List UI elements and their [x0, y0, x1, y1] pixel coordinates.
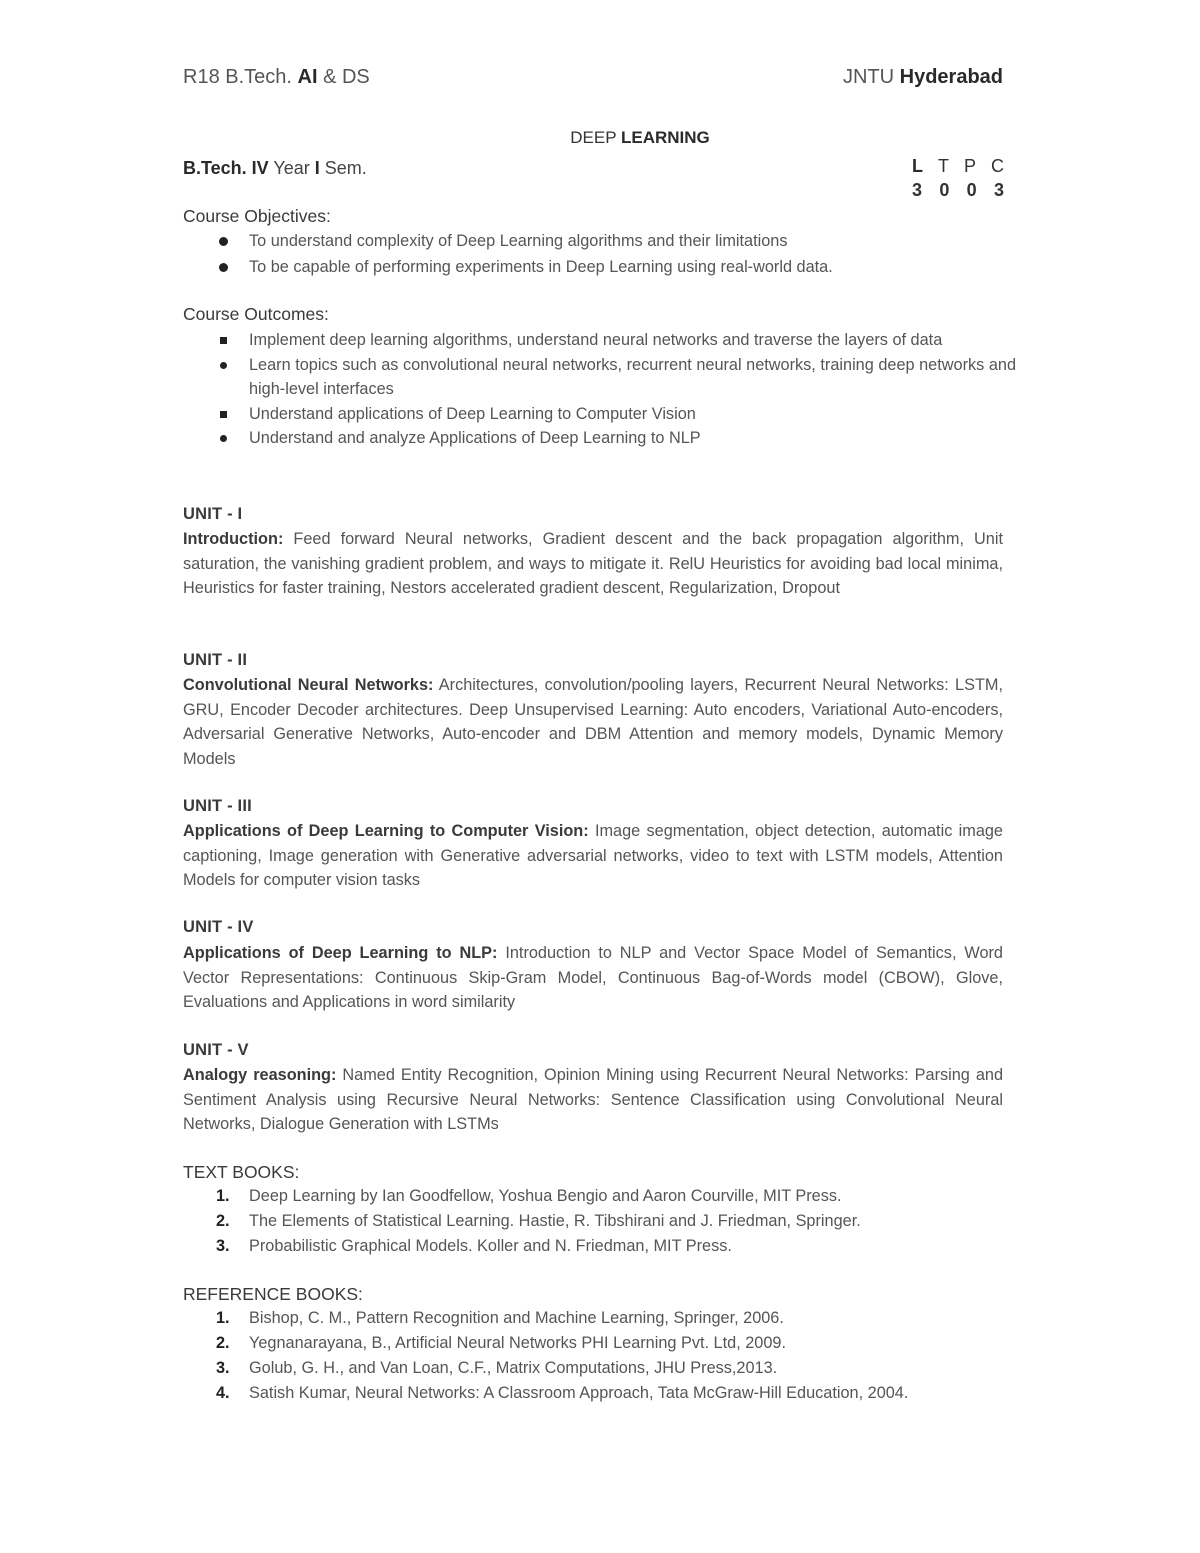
unit-3-text: Image segmentation, object detection, automatic image captioning, Image generation with Generative adversarial networks, video to text with LSTM models, Attention Models for computer vision tasks	[183, 822, 1003, 889]
objectives-heading: Course Objectives:	[183, 206, 331, 226]
list-number: 2.	[216, 1212, 230, 1230]
header-left-suffix: & DS	[317, 66, 370, 88]
bullet-icon	[220, 362, 227, 369]
list-number: 4.	[216, 1384, 230, 1402]
outcome-text: Understand and analyze Applications of Deep Learning to NLP	[249, 429, 701, 447]
outcomes-heading: Course Outcomes:	[183, 304, 329, 324]
unit-3-body	[183, 819, 1003, 893]
textbook-text: The Elements of Statistical Learning. Hastie, R. Tibshirani and J. Friedman, Springer.	[249, 1212, 861, 1230]
bullet-icon	[220, 435, 227, 442]
ltpc-value: 0	[966, 180, 977, 200]
objective-text: To be capable of performing experiments in Deep Learning using real-world data.	[249, 257, 833, 276]
ltpc-label: P	[963, 156, 976, 176]
unit-4-body	[183, 941, 1003, 1015]
textbook-text: Probabilistic Graphical Models. Koller and N. Friedman, MIT Press.	[249, 1237, 732, 1255]
list-item	[183, 328, 1016, 353]
outcome-text: Understand applications of Deep Learning to Computer Vision	[249, 404, 696, 423]
list-item	[183, 1306, 1023, 1331]
unit-4-lead: Applications of Deep Learning to NLP:	[183, 944, 498, 962]
reference-text: Bishop, C. M., Pattern Recognition and Machine Learning, Springer, 2006.	[249, 1309, 784, 1327]
sem-regular: Sem.	[319, 158, 367, 178]
course-title-a: DEEP	[570, 128, 621, 147]
header-right-prefix: JNTU	[842, 66, 900, 88]
unit-5-body	[183, 1063, 1003, 1137]
objectives-list	[183, 229, 1016, 280]
header-left-bold: AI	[297, 66, 318, 88]
ltpc-block	[912, 156, 1004, 204]
unit-1-lead: Introduction:	[183, 530, 284, 548]
outcome-text: Implement deep learning algorithms, understand neural networks and traverse the layers of data	[249, 331, 943, 349]
unit-4-text: Introduction to NLP and Vector Space Model of Semantics, Word Vector Representations: Continuous Skip-Gram Model, Continuous Bag-of-Words model (CBOW), Glove, Evaluations and Applications in word similarity	[183, 944, 1003, 1011]
textbooks-list	[183, 1184, 1023, 1259]
reference-text: Satish Kumar, Neural Networks: A Classroom Approach, Tata McGraw-Hill Education, 2004.	[249, 1384, 909, 1402]
textbook-text: Deep Learning by Ian Goodfellow, Yoshua Bengio and Aaron Courville, MIT Press.	[249, 1187, 842, 1205]
list-item	[183, 255, 1016, 280]
objective-text: To understand complexity of Deep Learning algorithms and their limitations	[249, 232, 788, 250]
list-number: 3.	[216, 1237, 230, 1255]
unit-3-lead: Applications of Deep Learning to Computer Vision:	[183, 822, 589, 840]
year-semester	[183, 158, 367, 179]
references-list	[183, 1306, 1023, 1406]
ltpc-label: C	[990, 156, 1004, 176]
unit-3-heading: UNIT - III	[183, 797, 252, 815]
course-title	[0, 128, 1200, 148]
ltpc-value: 0	[939, 180, 950, 200]
list-number: 3.	[216, 1359, 230, 1377]
unit-1-heading: UNIT - I	[183, 505, 243, 523]
header-left-prefix: R18 B.Tech.	[183, 66, 298, 88]
unit-1-body	[183, 527, 1003, 601]
ltpc-labels	[912, 156, 1004, 180]
sem-bold: I	[314, 158, 320, 178]
year-regular: Year	[268, 158, 315, 178]
list-number: 1.	[216, 1187, 230, 1205]
unit-4-heading: UNIT - IV	[183, 918, 254, 936]
header-right-bold: Hyderabad	[899, 66, 1003, 88]
list-item	[183, 1234, 1023, 1259]
reference-text: Yegnanarayana, B., Artificial Neural Networks PHI Learning Pvt. Ltd, 2009.	[249, 1334, 786, 1352]
unit-2-body	[183, 673, 1003, 771]
unit-5-heading: UNIT - V	[183, 1041, 249, 1059]
list-item	[183, 402, 1016, 427]
course-title-b: LEARNING	[620, 128, 710, 147]
ltpc-label: L	[912, 156, 923, 176]
bullet-icon	[220, 337, 227, 344]
list-item	[183, 1184, 1023, 1209]
list-number: 1.	[216, 1309, 230, 1327]
unit-5-lead: Analogy reasoning:	[183, 1066, 337, 1084]
list-item	[183, 1331, 1023, 1356]
references-heading: REFERENCE BOOKS:	[183, 1284, 363, 1304]
header-right	[843, 66, 1003, 89]
year-bold: B.Tech. IV	[183, 158, 269, 178]
list-item	[183, 1356, 1023, 1381]
list-item	[183, 229, 1016, 254]
ltpc-values	[912, 180, 1004, 204]
unit-5-text: Named Entity Recognition, Opinion Mining using Recurrent Neural Networks: Parsing and Sentiment Analysis using Recursive Neural Networks: Sentence Classification using Convolutional Neural Networks, Dialogue Generation with LSTMs	[183, 1066, 1003, 1133]
list-item	[183, 1381, 1023, 1406]
header-left	[183, 66, 370, 89]
unit-2-lead: Convolutional Neural Networks:	[183, 676, 434, 694]
list-item	[183, 353, 1016, 402]
unit-2-text: Architectures, convolution/pooling layers, Recurrent Neural Networks: LSTM, GRU, Encoder Decoder architectures. Deep Unsupervised Learning: Auto encoders, Variational Auto-encoders, Adversarial Generative Networks, Auto-encoder and DBM Attention and memory models, Dynamic Memory Models	[183, 676, 1003, 768]
list-number: 2.	[216, 1334, 230, 1352]
ltpc-value: 3	[912, 180, 923, 200]
bullet-icon	[219, 263, 228, 272]
outcome-text: Learn topics such as convolutional neural networks, recurrent neural networks, training deep networks and high-level interfaces	[249, 355, 1016, 398]
ltpc-label: T	[937, 156, 949, 176]
ltpc-value: 3	[993, 180, 1004, 200]
outcomes-list	[183, 328, 1016, 451]
bullet-icon	[219, 237, 228, 246]
textbooks-heading: TEXT BOOKS:	[183, 1162, 300, 1182]
reference-text: Golub, G. H., and Van Loan, C.F., Matrix Computations, JHU Press,2013.	[249, 1359, 778, 1377]
unit-2-heading: UNIT - II	[183, 651, 248, 669]
unit-1-text: Feed forward Neural networks, Gradient descent and the back propagation algorithm, Unit saturation, the vanishing gradient problem, and ways to mitigate it. RelU Heuristics for avoiding bad local minima, Heuristics for faster training, Nestors accelerated gradient descent, Regularization, Dropout	[183, 530, 1003, 597]
bullet-icon	[220, 411, 227, 418]
list-item	[183, 1209, 1023, 1234]
list-item	[183, 426, 1016, 451]
